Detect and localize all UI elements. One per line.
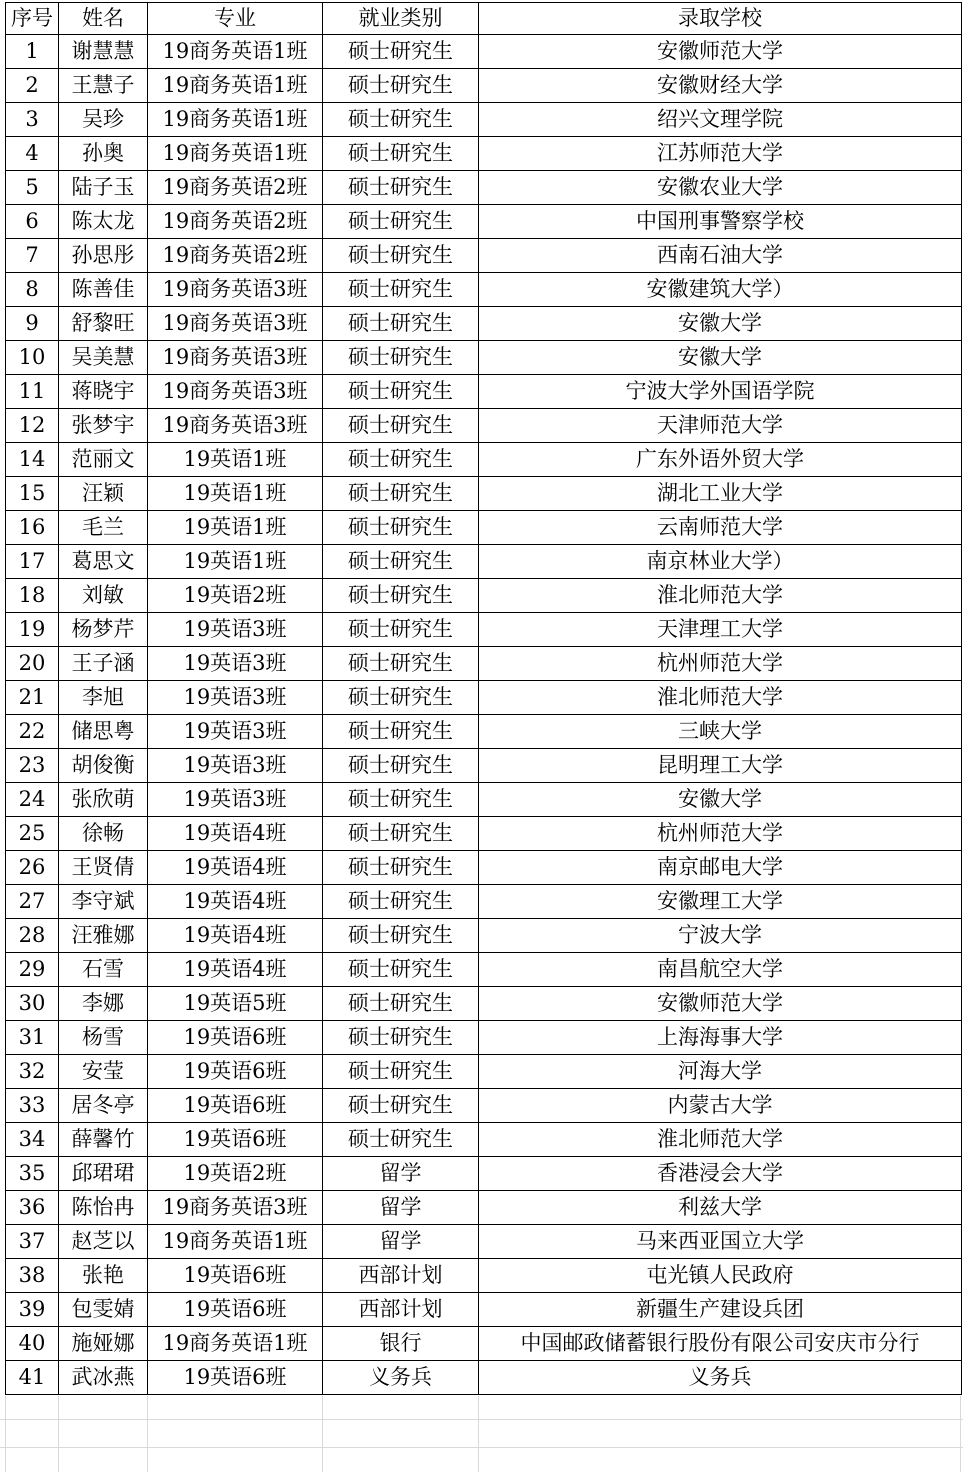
cell-index[interactable]: 3 bbox=[6, 103, 59, 137]
cell-school[interactable]: 安徽师范大学 bbox=[479, 987, 962, 1021]
cell-category[interactable]: 硕士研究生 bbox=[323, 307, 479, 341]
cell-index[interactable]: 32 bbox=[6, 1055, 59, 1089]
cell-school[interactable]: 南昌航空大学 bbox=[479, 953, 962, 987]
cell-major[interactable]: 19英语4班 bbox=[148, 885, 323, 919]
table-row bbox=[6, 1089, 962, 1123]
cell-school[interactable]: 湖北工业大学 bbox=[479, 477, 962, 511]
gridline bbox=[0, 1447, 963, 1448]
table-row bbox=[6, 443, 962, 477]
cell-name[interactable]: 汪颖 bbox=[59, 477, 148, 511]
cell-category[interactable]: 硕士研究生 bbox=[323, 715, 479, 749]
cell-name[interactable]: 孙思彤 bbox=[59, 239, 148, 273]
cell-major[interactable]: 19商务英语1班 bbox=[148, 103, 323, 137]
cell-index[interactable]: 2 bbox=[6, 69, 59, 103]
cell-major[interactable]: 19英语3班 bbox=[148, 647, 323, 681]
cell-major[interactable]: 19商务英语2班 bbox=[148, 239, 323, 273]
table-row bbox=[6, 1191, 962, 1225]
cell-school[interactable]: 江苏师范大学 bbox=[479, 137, 962, 171]
cell-school[interactable]: 天津理工大学 bbox=[479, 613, 962, 647]
cell-category[interactable]: 硕士研究生 bbox=[323, 545, 479, 579]
cell-name[interactable]: 李旭 bbox=[59, 681, 148, 715]
cell-school[interactable]: 云南师范大学 bbox=[479, 511, 962, 545]
gridline bbox=[0, 1419, 963, 1420]
table-body bbox=[6, 35, 962, 1395]
cell-name[interactable]: 包雯婧 bbox=[59, 1293, 148, 1327]
cell-school[interactable]: 杭州师范大学 bbox=[479, 817, 962, 851]
cell-category[interactable]: 硕士研究生 bbox=[323, 477, 479, 511]
cell-category[interactable]: 硕士研究生 bbox=[323, 375, 479, 409]
cell-major[interactable]: 19英语1班 bbox=[148, 545, 323, 579]
cell-school[interactable]: 安徽理工大学 bbox=[479, 885, 962, 919]
table-row bbox=[6, 409, 962, 443]
header-category[interactable]: 就业类别 bbox=[323, 3, 479, 35]
cell-category[interactable]: 硕士研究生 bbox=[323, 851, 479, 885]
table-row bbox=[6, 579, 962, 613]
cell-major[interactable]: 19英语3班 bbox=[148, 681, 323, 715]
cell-name[interactable]: 吴珍 bbox=[59, 103, 148, 137]
cell-major[interactable]: 19英语6班 bbox=[148, 1361, 323, 1395]
table-row bbox=[6, 1293, 962, 1327]
cell-major[interactable]: 19英语4班 bbox=[148, 851, 323, 885]
cell-index[interactable]: 16 bbox=[6, 511, 59, 545]
cell-school[interactable]: 利兹大学 bbox=[479, 1191, 962, 1225]
cell-index[interactable]: 38 bbox=[6, 1259, 59, 1293]
table-row bbox=[6, 1225, 962, 1259]
cell-category[interactable]: 硕士研究生 bbox=[323, 783, 479, 817]
table-row bbox=[6, 307, 962, 341]
cell-category[interactable]: 硕士研究生 bbox=[323, 409, 479, 443]
cell-major[interactable]: 19商务英语3班 bbox=[148, 307, 323, 341]
table-row bbox=[6, 987, 962, 1021]
cell-index[interactable]: 30 bbox=[6, 987, 59, 1021]
cell-school[interactable]: 义务兵 bbox=[479, 1361, 962, 1395]
cell-category[interactable]: 硕士研究生 bbox=[323, 817, 479, 851]
table-row bbox=[6, 953, 962, 987]
cell-major[interactable]: 19英语1班 bbox=[148, 511, 323, 545]
cell-major[interactable]: 19英语3班 bbox=[148, 749, 323, 783]
cell-major[interactable]: 19英语6班 bbox=[148, 1293, 323, 1327]
cell-school[interactable]: 南京邮电大学 bbox=[479, 851, 962, 885]
cell-name[interactable]: 陈善佳 bbox=[59, 273, 148, 307]
table-row bbox=[6, 477, 962, 511]
cell-name[interactable]: 杨梦芹 bbox=[59, 613, 148, 647]
table-row bbox=[6, 1327, 962, 1361]
cell-category[interactable]: 义务兵 bbox=[323, 1361, 479, 1395]
empty-grid-area bbox=[0, 1396, 963, 1472]
cell-school[interactable]: 天津师范大学 bbox=[479, 409, 962, 443]
cell-major[interactable]: 19英语1班 bbox=[148, 443, 323, 477]
cell-school[interactable]: 中国刑事警察学校 bbox=[479, 205, 962, 239]
cell-major[interactable]: 19英语6班 bbox=[148, 1021, 323, 1055]
cell-school[interactable]: 安徽建筑大学） bbox=[479, 273, 962, 307]
cell-school[interactable]: 杭州师范大学 bbox=[479, 647, 962, 681]
cell-category[interactable]: 硕士研究生 bbox=[323, 1123, 479, 1157]
gridline bbox=[478, 1396, 479, 1472]
cell-index[interactable]: 35 bbox=[6, 1157, 59, 1191]
cell-index[interactable]: 11 bbox=[6, 375, 59, 409]
cell-index[interactable]: 33 bbox=[6, 1089, 59, 1123]
cell-school[interactable]: 安徽大学 bbox=[479, 783, 962, 817]
cell-name[interactable]: 吴美慧 bbox=[59, 341, 148, 375]
cell-school[interactable]: 安徽财经大学 bbox=[479, 69, 962, 103]
cell-school[interactable]: 三峡大学 bbox=[479, 715, 962, 749]
cell-category[interactable]: 硕士研究生 bbox=[323, 1055, 479, 1089]
table-row bbox=[6, 647, 962, 681]
cell-major[interactable]: 19英语3班 bbox=[148, 715, 323, 749]
table-row bbox=[6, 851, 962, 885]
cell-index[interactable]: 14 bbox=[6, 443, 59, 477]
cell-name[interactable]: 安莹 bbox=[59, 1055, 148, 1089]
cell-category[interactable]: 硕士研究生 bbox=[323, 613, 479, 647]
cell-name[interactable]: 居冬亭 bbox=[59, 1089, 148, 1123]
cell-school[interactable]: 淮北师范大学 bbox=[479, 681, 962, 715]
cell-index[interactable]: 22 bbox=[6, 715, 59, 749]
cell-index[interactable]: 39 bbox=[6, 1293, 59, 1327]
table-row bbox=[6, 273, 962, 307]
cell-index[interactable]: 40 bbox=[6, 1327, 59, 1361]
cell-school[interactable]: 南京林业大学） bbox=[479, 545, 962, 579]
table-row bbox=[6, 103, 962, 137]
cell-category[interactable]: 硕士研究生 bbox=[323, 919, 479, 953]
table-row bbox=[6, 715, 962, 749]
table-row bbox=[6, 1021, 962, 1055]
cell-index[interactable]: 27 bbox=[6, 885, 59, 919]
cell-school[interactable]: 香港浸会大学 bbox=[479, 1157, 962, 1191]
cell-category[interactable]: 硕士研究生 bbox=[323, 1021, 479, 1055]
cell-name[interactable]: 刘敏 bbox=[59, 579, 148, 613]
cell-category[interactable]: 硕士研究生 bbox=[323, 885, 479, 919]
table-row bbox=[6, 1361, 962, 1395]
cell-category[interactable]: 硕士研究生 bbox=[323, 953, 479, 987]
table-row bbox=[6, 783, 962, 817]
cell-major[interactable]: 19商务英语3班 bbox=[148, 273, 323, 307]
cell-major[interactable]: 19英语6班 bbox=[148, 1123, 323, 1157]
cell-school[interactable]: 内蒙古大学 bbox=[479, 1089, 962, 1123]
cell-major[interactable]: 19英语3班 bbox=[148, 613, 323, 647]
cell-school[interactable]: 河海大学 bbox=[479, 1055, 962, 1089]
cell-index[interactable]: 21 bbox=[6, 681, 59, 715]
gridline bbox=[322, 1396, 323, 1472]
cell-name[interactable]: 施娅娜 bbox=[59, 1327, 148, 1361]
table-row bbox=[6, 1055, 962, 1089]
cell-name[interactable]: 王贤倩 bbox=[59, 851, 148, 885]
cell-category[interactable]: 硕士研究生 bbox=[323, 1089, 479, 1123]
cell-major[interactable]: 19商务英语2班 bbox=[148, 205, 323, 239]
cell-name[interactable]: 汪雅娜 bbox=[59, 919, 148, 953]
cell-category[interactable]: 银行 bbox=[323, 1327, 479, 1361]
cell-index[interactable]: 25 bbox=[6, 817, 59, 851]
cell-category[interactable]: 硕士研究生 bbox=[323, 443, 479, 477]
cell-major[interactable]: 19英语2班 bbox=[148, 1157, 323, 1191]
cell-major[interactable]: 19英语3班 bbox=[148, 783, 323, 817]
cell-name[interactable]: 陈怡冉 bbox=[59, 1191, 148, 1225]
cell-category[interactable]: 硕士研究生 bbox=[323, 69, 479, 103]
cell-category[interactable]: 留学 bbox=[323, 1157, 479, 1191]
header-name[interactable]: 姓名 bbox=[59, 3, 148, 35]
table-row bbox=[6, 1259, 962, 1293]
cell-name[interactable]: 孙奥 bbox=[59, 137, 148, 171]
cell-major[interactable]: 19英语4班 bbox=[148, 817, 323, 851]
cell-school[interactable]: 淮北师范大学 bbox=[479, 1123, 962, 1157]
cell-name[interactable]: 范丽文 bbox=[59, 443, 148, 477]
cell-major[interactable]: 19英语4班 bbox=[148, 953, 323, 987]
cell-category[interactable]: 硕士研究生 bbox=[323, 579, 479, 613]
header-index[interactable]: 序号 bbox=[6, 3, 59, 35]
gridline bbox=[960, 1396, 961, 1472]
cell-school[interactable]: 上海海事大学 bbox=[479, 1021, 962, 1055]
cell-school[interactable]: 宁波大学外国语学院 bbox=[479, 375, 962, 409]
cell-school[interactable]: 马来西亚国立大学 bbox=[479, 1225, 962, 1259]
cell-category[interactable]: 硕士研究生 bbox=[323, 35, 479, 69]
header-row bbox=[6, 3, 962, 35]
cell-category[interactable]: 留学 bbox=[323, 1191, 479, 1225]
cell-name[interactable]: 杨雪 bbox=[59, 1021, 148, 1055]
cell-category[interactable]: 硕士研究生 bbox=[323, 511, 479, 545]
cell-major[interactable]: 19商务英语1班 bbox=[148, 137, 323, 171]
cell-school[interactable]: 屯光镇人民政府 bbox=[479, 1259, 962, 1293]
cell-major[interactable]: 19英语6班 bbox=[148, 1089, 323, 1123]
cell-major[interactable]: 19英语5班 bbox=[148, 987, 323, 1021]
cell-category[interactable]: 西部计划 bbox=[323, 1259, 479, 1293]
cell-school[interactable]: 绍兴文理学院 bbox=[479, 103, 962, 137]
cell-category[interactable]: 硕士研究生 bbox=[323, 205, 479, 239]
cell-major[interactable]: 19商务英语1班 bbox=[148, 69, 323, 103]
cell-name[interactable]: 薛馨竹 bbox=[59, 1123, 148, 1157]
cell-school[interactable]: 昆明理工大学 bbox=[479, 749, 962, 783]
cell-index[interactable]: 12 bbox=[6, 409, 59, 443]
cell-index[interactable]: 37 bbox=[6, 1225, 59, 1259]
cell-name[interactable]: 葛思文 bbox=[59, 545, 148, 579]
cell-major[interactable]: 19英语4班 bbox=[148, 919, 323, 953]
header-school[interactable]: 录取学校 bbox=[479, 3, 962, 35]
header-major[interactable]: 专业 bbox=[148, 3, 323, 35]
cell-index[interactable]: 20 bbox=[6, 647, 59, 681]
cell-index[interactable]: 9 bbox=[6, 307, 59, 341]
cell-index[interactable]: 24 bbox=[6, 783, 59, 817]
cell-category[interactable]: 西部计划 bbox=[323, 1293, 479, 1327]
table-row bbox=[6, 341, 962, 375]
cell-major[interactable]: 19商务英语3班 bbox=[148, 409, 323, 443]
table-row bbox=[6, 1157, 962, 1191]
cell-name[interactable]: 徐畅 bbox=[59, 817, 148, 851]
cell-name[interactable]: 张欣萌 bbox=[59, 783, 148, 817]
table-row bbox=[6, 35, 962, 69]
cell-major[interactable]: 19英语1班 bbox=[148, 477, 323, 511]
cell-major[interactable]: 19英语2班 bbox=[148, 579, 323, 613]
cell-category[interactable]: 硕士研究生 bbox=[323, 239, 479, 273]
cell-category[interactable]: 硕士研究生 bbox=[323, 171, 479, 205]
cell-major[interactable]: 19英语6班 bbox=[148, 1259, 323, 1293]
table-row bbox=[6, 817, 962, 851]
cell-name[interactable]: 张艳 bbox=[59, 1259, 148, 1293]
cell-school[interactable]: 中国邮政储蓄银行股份有限公司安庆市分行 bbox=[479, 1327, 962, 1361]
cell-name[interactable]: 陈太龙 bbox=[59, 205, 148, 239]
table-row bbox=[6, 885, 962, 919]
cell-major[interactable]: 19商务英语2班 bbox=[148, 171, 323, 205]
cell-index[interactable]: 5 bbox=[6, 171, 59, 205]
cell-major[interactable]: 19商务英语1班 bbox=[148, 35, 323, 69]
cell-index[interactable]: 17 bbox=[6, 545, 59, 579]
cell-index[interactable]: 19 bbox=[6, 613, 59, 647]
cell-category[interactable]: 硕士研究生 bbox=[323, 137, 479, 171]
cell-major[interactable]: 19商务英语3班 bbox=[148, 375, 323, 409]
cell-major[interactable]: 19商务英语1班 bbox=[148, 1225, 323, 1259]
cell-category[interactable]: 硕士研究生 bbox=[323, 341, 479, 375]
table-row bbox=[6, 545, 962, 579]
cell-index[interactable]: 10 bbox=[6, 341, 59, 375]
gridline bbox=[58, 1396, 59, 1472]
cell-school[interactable]: 安徽农业大学 bbox=[479, 171, 962, 205]
cell-school[interactable]: 淮北师范大学 bbox=[479, 579, 962, 613]
cell-name[interactable]: 王子涵 bbox=[59, 647, 148, 681]
cell-category[interactable]: 硕士研究生 bbox=[323, 681, 479, 715]
cell-school[interactable]: 广东外语外贸大学 bbox=[479, 443, 962, 477]
cell-index[interactable]: 41 bbox=[6, 1361, 59, 1395]
cell-index[interactable]: 34 bbox=[6, 1123, 59, 1157]
cell-name[interactable]: 舒黎旺 bbox=[59, 307, 148, 341]
cell-school[interactable]: 西南石油大学 bbox=[479, 239, 962, 273]
cell-index[interactable]: 26 bbox=[6, 851, 59, 885]
admissions-table bbox=[5, 2, 962, 1395]
table-row bbox=[6, 239, 962, 273]
cell-index[interactable]: 7 bbox=[6, 239, 59, 273]
cell-index[interactable]: 31 bbox=[6, 1021, 59, 1055]
cell-index[interactable]: 36 bbox=[6, 1191, 59, 1225]
table-row bbox=[6, 205, 962, 239]
cell-index[interactable]: 18 bbox=[6, 579, 59, 613]
cell-category[interactable]: 硕士研究生 bbox=[323, 749, 479, 783]
cell-name[interactable]: 张梦宇 bbox=[59, 409, 148, 443]
cell-name[interactable]: 毛兰 bbox=[59, 511, 148, 545]
cell-school[interactable]: 宁波大学 bbox=[479, 919, 962, 953]
cell-name[interactable]: 王慧子 bbox=[59, 69, 148, 103]
table-row bbox=[6, 69, 962, 103]
cell-name[interactable]: 陆子玉 bbox=[59, 171, 148, 205]
table-row bbox=[6, 613, 962, 647]
table-row bbox=[6, 919, 962, 953]
cell-school[interactable]: 安徽师范大学 bbox=[479, 35, 962, 69]
cell-name[interactable]: 邱珺珺 bbox=[59, 1157, 148, 1191]
cell-school[interactable]: 安徽大学 bbox=[479, 307, 962, 341]
cell-index[interactable]: 1 bbox=[6, 35, 59, 69]
cell-name[interactable]: 李守斌 bbox=[59, 885, 148, 919]
cell-name[interactable]: 蒋晓宇 bbox=[59, 375, 148, 409]
cell-index[interactable]: 23 bbox=[6, 749, 59, 783]
cell-school[interactable]: 新疆生产建设兵团 bbox=[479, 1293, 962, 1327]
gridline bbox=[5, 1396, 6, 1472]
cell-major[interactable]: 19英语6班 bbox=[148, 1055, 323, 1089]
cell-major[interactable]: 19商务英语1班 bbox=[148, 1327, 323, 1361]
cell-name[interactable]: 储思粤 bbox=[59, 715, 148, 749]
cell-name[interactable]: 谢慧慧 bbox=[59, 35, 148, 69]
cell-major[interactable]: 19商务英语3班 bbox=[148, 1191, 323, 1225]
gridline bbox=[147, 1396, 148, 1472]
cell-major[interactable]: 19商务英语3班 bbox=[148, 341, 323, 375]
table-row bbox=[6, 1123, 962, 1157]
table-row bbox=[6, 749, 962, 783]
table-row bbox=[6, 137, 962, 171]
cell-category[interactable]: 留学 bbox=[323, 1225, 479, 1259]
cell-index[interactable]: 6 bbox=[6, 205, 59, 239]
table-row bbox=[6, 681, 962, 715]
cell-school[interactable]: 安徽大学 bbox=[479, 341, 962, 375]
cell-index[interactable]: 4 bbox=[6, 137, 59, 171]
cell-index[interactable]: 28 bbox=[6, 919, 59, 953]
cell-name[interactable]: 胡俊衡 bbox=[59, 749, 148, 783]
cell-index[interactable]: 29 bbox=[6, 953, 59, 987]
cell-category[interactable]: 硕士研究生 bbox=[323, 647, 479, 681]
table-row bbox=[6, 375, 962, 409]
cell-category[interactable]: 硕士研究生 bbox=[323, 103, 479, 137]
cell-category[interactable]: 硕士研究生 bbox=[323, 987, 479, 1021]
table-row bbox=[6, 171, 962, 205]
table-row bbox=[6, 511, 962, 545]
cell-name[interactable]: 赵芝以 bbox=[59, 1225, 148, 1259]
cell-category[interactable]: 硕士研究生 bbox=[323, 273, 479, 307]
cell-index[interactable]: 15 bbox=[6, 477, 59, 511]
cell-name[interactable]: 李娜 bbox=[59, 987, 148, 1021]
cell-name[interactable]: 武冰燕 bbox=[59, 1361, 148, 1395]
cell-name[interactable]: 石雪 bbox=[59, 953, 148, 987]
cell-index[interactable]: 8 bbox=[6, 273, 59, 307]
